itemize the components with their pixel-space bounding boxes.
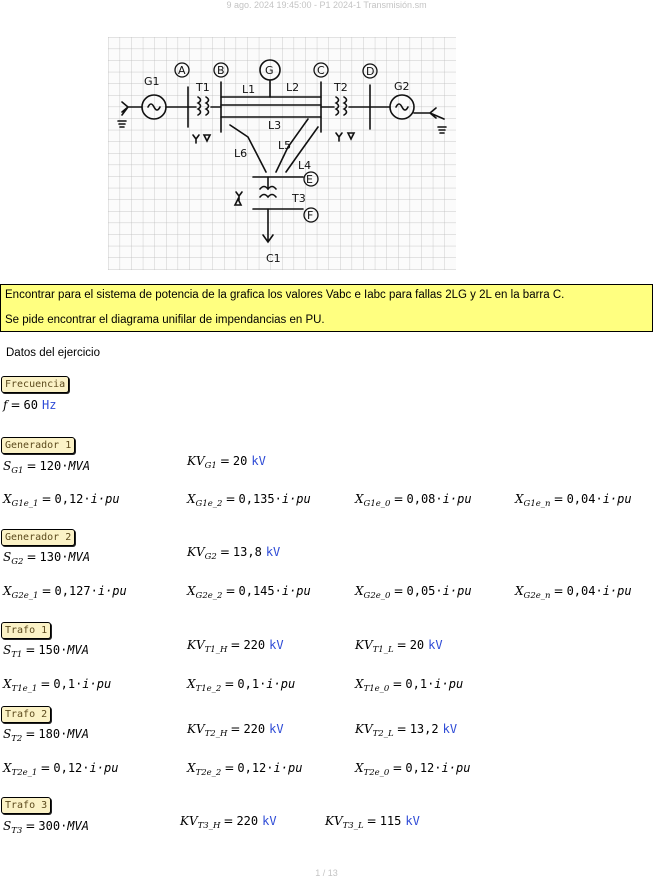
eq-xg1e0[interactable]: $X_{G1e\_0} = 0,08\cdot i\cdot pu$ (355, 492, 472, 509)
eq-kvt1l[interactable]: $KV_{T1\_L} = 20$ kV (355, 638, 443, 655)
statement-line-1: Encontrar para el sistema de potencia de la grafica los valores Vabc e Iabc para fallas 2LG y 2L en la barra C. (5, 289, 565, 301)
label-l3: L3 (268, 119, 282, 132)
label-b: B (217, 64, 225, 77)
eq-xt2e2[interactable]: $X_{T2e\_2} = 0,12\cdot i\cdot pu$ (187, 761, 303, 778)
eq-kvg2[interactable]: $KV_{G2} = 13,8$ kV (187, 545, 281, 562)
label-t3: T3 (292, 192, 306, 205)
eq-xg2e1[interactable]: $X_{G2e\_1} = 0,127\cdot i\cdot pu$ (3, 584, 127, 601)
statement-line-2: Se pide encontrar el diagrama unifilar de impendancias en PU. (5, 314, 325, 326)
problem-statement (0, 284, 653, 332)
label-t1: T1 (196, 81, 210, 94)
eq-st2[interactable]: $S_{T2} = 180\cdot MVA$ (3, 727, 89, 744)
label-d: D (366, 65, 375, 78)
label-l1: L1 (242, 83, 256, 96)
eq-xt1e1[interactable]: $X_{T1e\_1} = 0,1\cdot i\cdot pu$ (3, 677, 112, 694)
eq-kvg1[interactable]: $KV_{G1} = 20$ kV (187, 454, 266, 471)
tag-generador-2[interactable]: Generador 2 (1, 529, 75, 546)
eq-sg1[interactable]: $S_{G1} = 120\cdot MVA$ (3, 459, 91, 476)
section-title: Datos del ejercicio (6, 347, 100, 359)
label-f: F (307, 209, 314, 222)
eq-xt2e1[interactable]: $X_{T2e\_1} = 0,12\cdot i\cdot pu$ (3, 761, 119, 778)
eq-xt1e2[interactable]: $X_{T1e\_2} = 0,1\cdot i\cdot pu$ (187, 677, 296, 694)
eq-xt2e0[interactable]: $X_{T2e\_0} = 0,12\cdot i\cdot pu$ (355, 761, 471, 778)
label-c1: C1 (266, 252, 281, 265)
label-c: C (317, 64, 325, 77)
eq-kvt2h[interactable]: $KV_{T2\_H} = 220$ kV (187, 722, 284, 739)
label-l6: L6 (234, 147, 248, 160)
label-e: E (306, 173, 313, 186)
eq-xg1en[interactable]: $X_{G1e\_n} = 0,04\cdot i\cdot pu$ (515, 492, 632, 509)
eq-xg2e2[interactable]: $X_{G2e\_2} = 0,145\cdot i\cdot pu$ (187, 584, 311, 601)
eq-kvt3l[interactable]: $KV_{T3\_L} = 115$ kV (325, 814, 420, 831)
tag-generador-1[interactable]: Generador 1 (1, 437, 75, 454)
eq-st3[interactable]: $S_{T3} = 300\cdot MVA$ (3, 819, 89, 836)
label-a: A (178, 64, 186, 77)
tag-trafo-1[interactable]: Trafo 1 (1, 622, 51, 639)
label-l2: L2 (286, 81, 300, 94)
eq-sg2[interactable]: $S_{G2} = 130\cdot MVA$ (3, 550, 91, 567)
page-number: 1 / 13 (315, 868, 338, 878)
eq-kvt3h[interactable]: $KV_{T3\_H} = 220$ kV (180, 814, 277, 831)
eq-xg1e1[interactable]: $X_{G1e\_1} = 0,12\cdot i\cdot pu$ (3, 492, 120, 509)
eq-xg2en[interactable]: $X_{G2e\_n} = 0,04\cdot i\cdot pu$ (515, 584, 632, 601)
tag-trafo-2[interactable]: Trafo 2 (1, 706, 51, 723)
power-system-sketch (108, 37, 456, 270)
label-g2: G2 (394, 80, 410, 93)
eq-xt1e0[interactable]: $X_{T1e\_0} = 0,1\cdot i\cdot pu$ (355, 677, 464, 694)
document-header: 9 ago. 2024 19:45:00 - P1 2024-1 Transmisión.sm (226, 0, 427, 10)
eq-kvt2l[interactable]: $KV_{T2\_L} = 13,2$ kV (355, 722, 458, 739)
label-l5: L5 (278, 139, 292, 152)
eq-xg1e2[interactable]: $X_{G1e\_2} = 0,135\cdot i\cdot pu$ (187, 492, 311, 509)
tag-trafo-3[interactable]: Trafo 3 (1, 797, 51, 814)
label-g: G (265, 64, 274, 77)
label-t2: T2 (334, 81, 348, 94)
eq-st1[interactable]: $S_{T1} = 150\cdot MVA$ (3, 643, 89, 660)
tag-frecuencia[interactable]: Frecuencia (1, 376, 69, 393)
label-l4: L4 (298, 159, 312, 172)
eq-xg2e0[interactable]: $X_{G2e\_0} = 0,05\cdot i\cdot pu$ (355, 584, 472, 601)
eq-frequency[interactable]: f = 60 Hz (3, 398, 57, 412)
label-g1: G1 (144, 75, 160, 88)
eq-kvt1h[interactable]: $KV_{T1\_H} = 220$ kV (187, 638, 284, 655)
